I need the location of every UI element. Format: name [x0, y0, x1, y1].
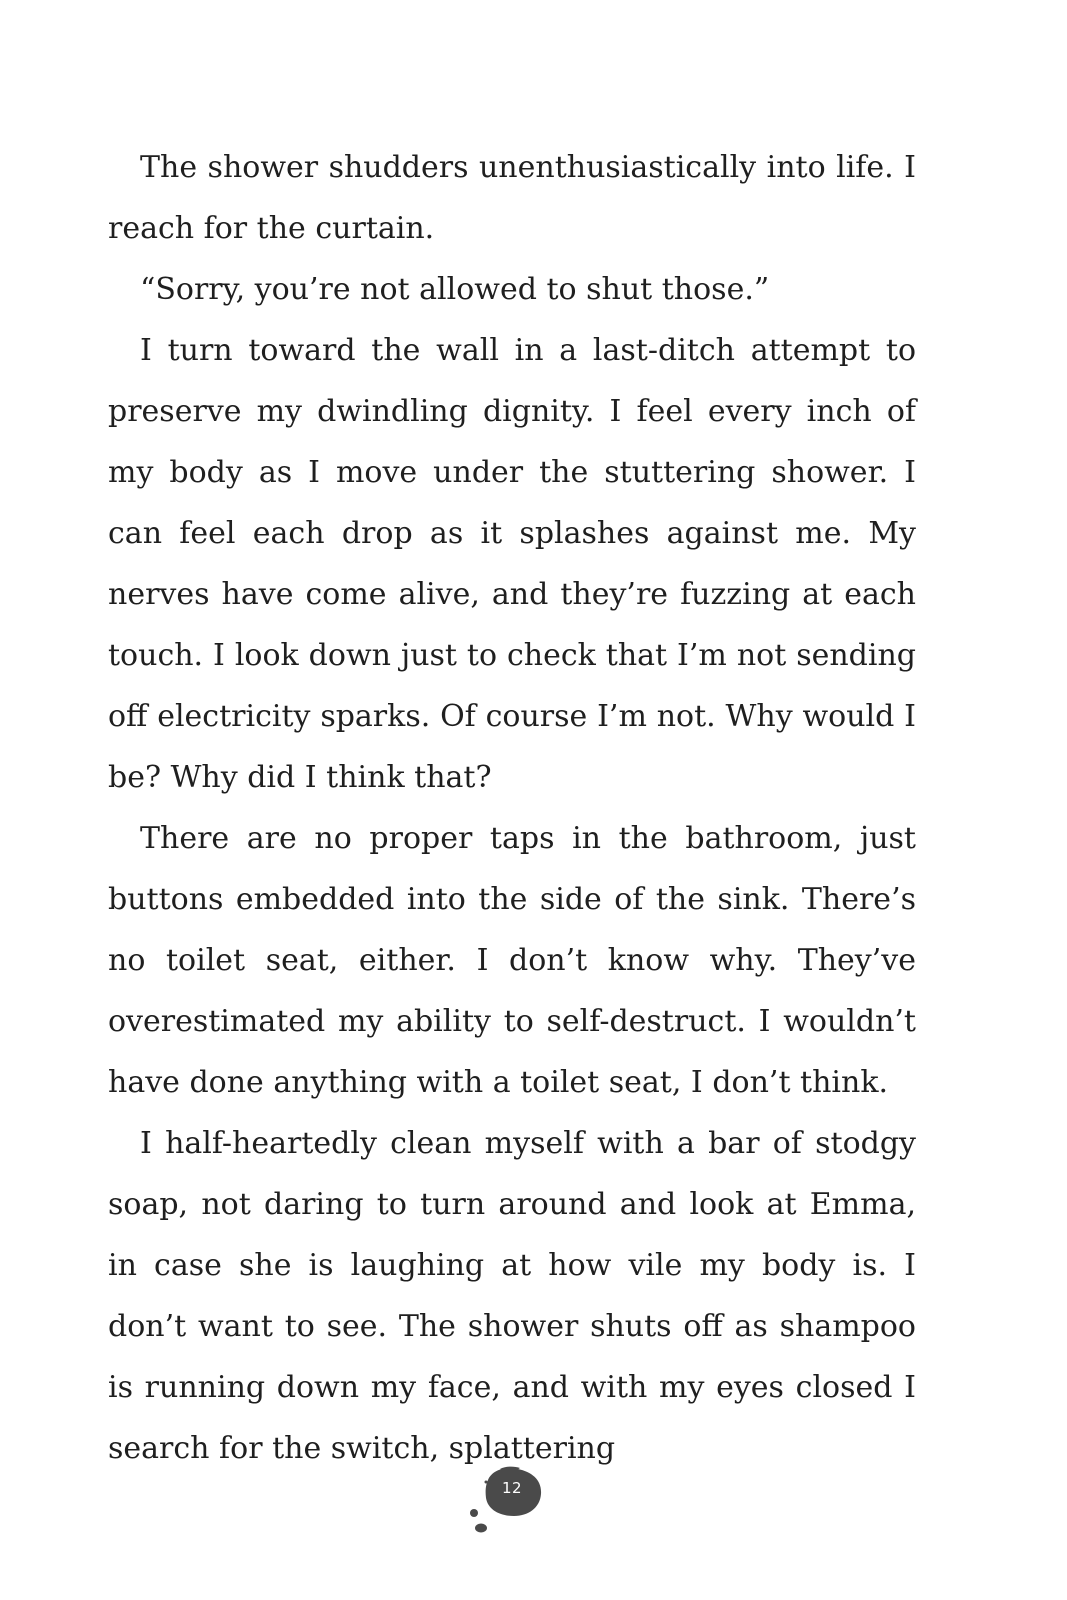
page-number: 12 [501, 1479, 523, 1497]
paragraph-1: The shower shudders unenthusiastically into life. I reach for the curtain. [108, 150, 916, 246]
paragraph-4: There are no proper taps in the bathroom, just buttons embedded into the side of the sink. There’s no toilet seat, either. I don’t know why. They’ve overestimated my ability to self-destruct. I wouldn’t have done anything with a toilet seat, I don’t think. [108, 821, 916, 1100]
paragraph-2: “Sorry, you’re not allowed to shut those.” [140, 272, 770, 307]
body-text [108, 137, 916, 1479]
paragraph-5: I half-heartedly clean myself with a bar of stodgy soap, not daring to turn around and look at Emma, in case she is laughing at how vile my body is. I don’t want to see. The shower shuts off as shampoo is running down my face, and with my eyes closed I search for the switch, splattering [108, 1126, 916, 1466]
page-number-badge [462, 1458, 552, 1538]
ink-blot-icon [462, 1458, 552, 1538]
paragraph-3: I turn toward the wall in a last-ditch attempt to preserve my dwindling dignity. I feel every inch of my body as I move under the stuttering shower. I can feel each drop as it splashes against me. My nerves have come alive, and they’re fuzzing at each touch. I look down just to check that I’m not sending off electricity sparks. Of course I’m not. Why would I be? Why did I think that? [108, 333, 916, 795]
